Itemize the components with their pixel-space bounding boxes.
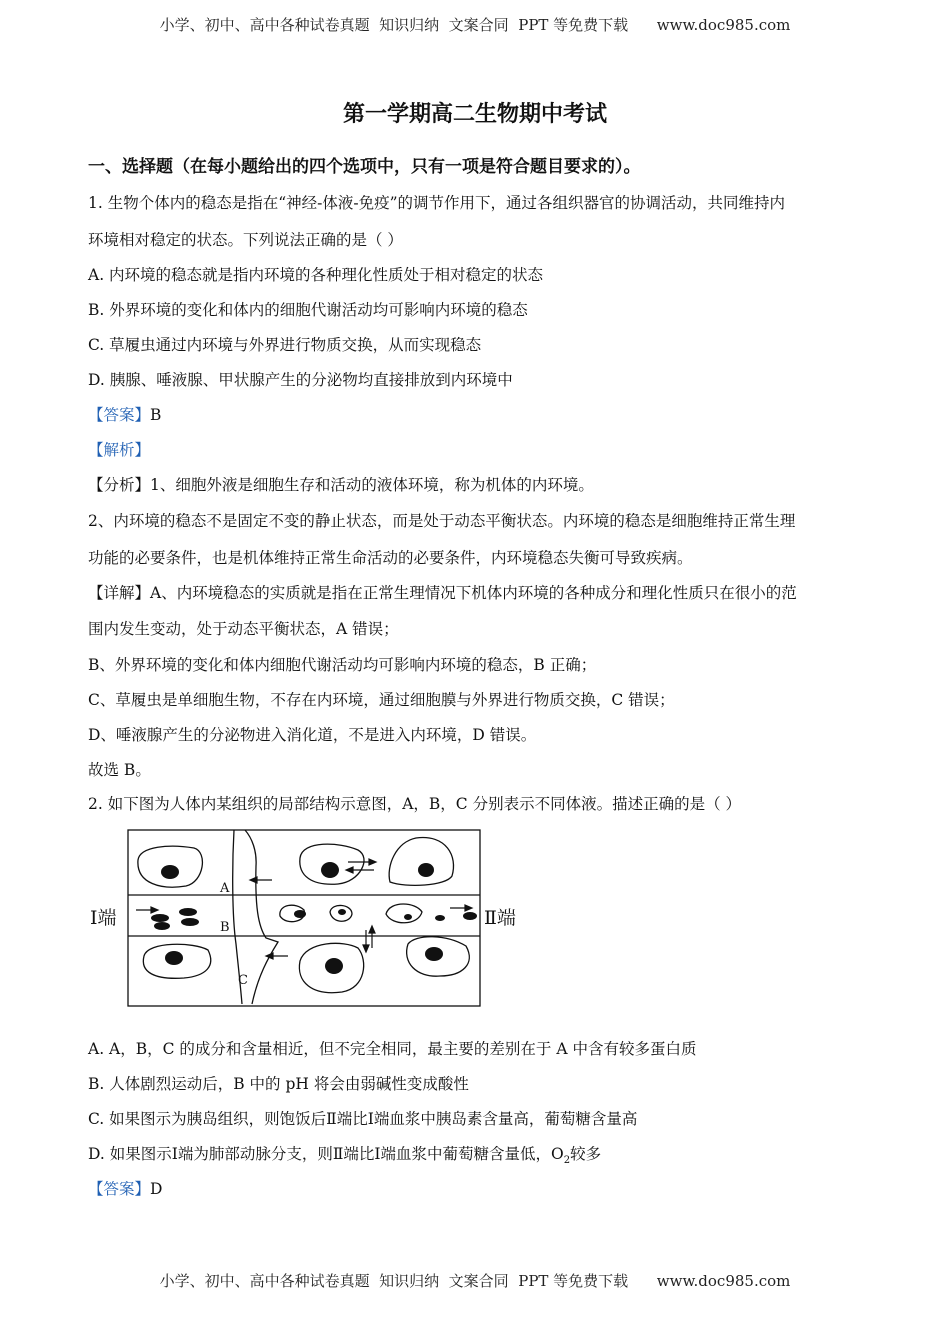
label-fluid-b: B <box>220 920 230 935</box>
page-header: 小学、初中、高中各种试卷真题 知识归纳 文案合同 PPT 等免费下载 www.doc985.com <box>159 16 791 34</box>
cell-nucleus <box>325 958 343 974</box>
cell-nucleus <box>165 951 183 965</box>
q1-xiangjie-line2: 围内发生变动，处于动态平衡状态，A 错误； <box>88 620 399 638</box>
red-blood-cell <box>294 910 306 918</box>
q1-option-c: C. 草履虫通过内环境与外界进行物质交换，从而实现稳态 <box>88 336 482 354</box>
q1-xiangjie-line5: D、唾液腺产生的分泌物进入消化道，不是进入内环境，D 错误。 <box>88 726 537 744</box>
diagram-frame <box>128 830 480 1006</box>
oxygen-subscript: 2 <box>563 1155 571 1167</box>
option-d-text: D. 如果图示Ⅰ端为肺部动脉分支，则Ⅱ端比Ⅰ端血浆中葡萄糖含量低，O <box>88 1145 564 1163</box>
cell-nucleus <box>161 865 179 879</box>
red-blood-cell <box>151 914 169 922</box>
q2-option-d <box>88 1142 601 1166</box>
label-end-one: Ⅰ端 <box>90 907 117 929</box>
cell-nucleus <box>425 947 443 961</box>
q1-xiangjie-line4: C、草履虫是单细胞生物，不存在内环境，通过细胞膜与外界进行物质交换，C 错误； <box>88 691 675 709</box>
q2-option-b: B. 人体剧烈运动后，B 中的 pH 将会由弱碱性变成酸性 <box>88 1075 469 1093</box>
label-fluid-c: C <box>238 973 248 988</box>
page-footer: 小学、初中、高中各种试卷真题 知识归纳 文案合同 PPT 等免费下载 www.doc985.com <box>159 1272 791 1290</box>
answer-value: D <box>150 1180 163 1198</box>
label-fluid-a: A <box>220 881 230 896</box>
xiangjie-tag: 【详解】 <box>88 584 151 602</box>
q1-conclusion: 故选 B。 <box>88 761 151 779</box>
q1-option-d: D. 胰腺、唾液腺、甲状腺产生的分泌物均直接排放到内环境中 <box>88 371 513 389</box>
red-blood-cell <box>404 914 412 920</box>
red-blood-cell <box>435 915 445 921</box>
fenxi-text: 1、细胞外液是细胞生存和活动的液体环境，称为机体的内环境。 <box>150 476 594 494</box>
red-blood-cell <box>179 908 197 916</box>
red-blood-cell <box>463 912 477 920</box>
cell-nucleus <box>321 862 339 878</box>
q1-fenxi-line1 <box>88 473 594 495</box>
fenxi-tag: 【分析】 <box>88 476 151 494</box>
red-blood-cell <box>181 918 199 926</box>
q1-answer <box>88 403 161 425</box>
section-heading: 一、选择题（在每小题给出的四个选项中，只有一项是符合题目要求的）。 <box>88 157 641 177</box>
answer-value: B <box>150 406 162 424</box>
q2-option-c: C. 如果图示为胰岛组织，则饱饭后Ⅱ端比Ⅰ端血浆中胰岛素含量高，葡萄糖含量高 <box>88 1110 638 1128</box>
q2-stem: 2. 如下图为人体内某组织的局部结构示意图，A，B，C 分别表示不同体液。描述正确的是（ ） <box>88 795 742 813</box>
q1-analysis-tag <box>88 438 150 460</box>
q1-stem-line1: 1. 生物个体内的稳态是指在“神经-体液-免疫”的调节作用下，通过各组织器官的协调活动，共同维持内 <box>88 194 786 212</box>
q2-answer <box>88 1177 162 1199</box>
q1-option-a: A. 内环境的稳态就是指内环境的各种理化性质处于相对稳定的状态 <box>88 266 544 284</box>
blood-cell <box>386 904 422 923</box>
label-end-two: Ⅱ端 <box>484 907 516 929</box>
tissue-structure-diagram <box>90 826 530 1011</box>
q1-fenxi-line3: 功能的必要条件，也是机体维持正常生命活动的必要条件，内环境稳态失衡可导致疾病。 <box>88 549 693 567</box>
q1-fenxi-line2: 2、内环境的稳态不是固定不变的静止状态，而是处于动态平衡状态。内环境的稳态是细胞维持正常生理 <box>88 512 796 530</box>
cell-nucleus <box>418 863 434 877</box>
option-d-tail: 较多 <box>570 1145 602 1163</box>
analysis-tag: 【解析】 <box>88 441 151 459</box>
red-blood-cell <box>338 909 346 915</box>
q2-option-a: A. A，B，C 的成分和含量相近，但不完全相同，最主要的差别在于 A 中含有较多蛋白质 <box>88 1040 697 1058</box>
tissue-cell <box>389 838 453 886</box>
q1-xiangjie-line1 <box>88 581 797 603</box>
red-blood-cell <box>154 922 170 930</box>
page-title: 第一学期高二生物期中考试 <box>342 101 607 127</box>
q1-option-b: B. 外界环境的变化和体内的细胞代谢活动均可影响内环境的稳态 <box>88 301 528 319</box>
answer-tag: 【答案】 <box>88 406 151 424</box>
q1-xiangjie-line3: B、外界环境的变化和体内细胞代谢活动均可影响内环境的稳态，B 正确； <box>88 656 597 674</box>
answer-tag: 【答案】 <box>88 1180 151 1198</box>
q1-stem-line2: 环境相对稳定的状态。下列说法正确的是（ ） <box>88 231 403 249</box>
xiangjie-text: A、内环境稳态的实质就是指在正常生理情况下机体内环境的各种成分和理化性质只在很小的范 <box>150 584 797 602</box>
